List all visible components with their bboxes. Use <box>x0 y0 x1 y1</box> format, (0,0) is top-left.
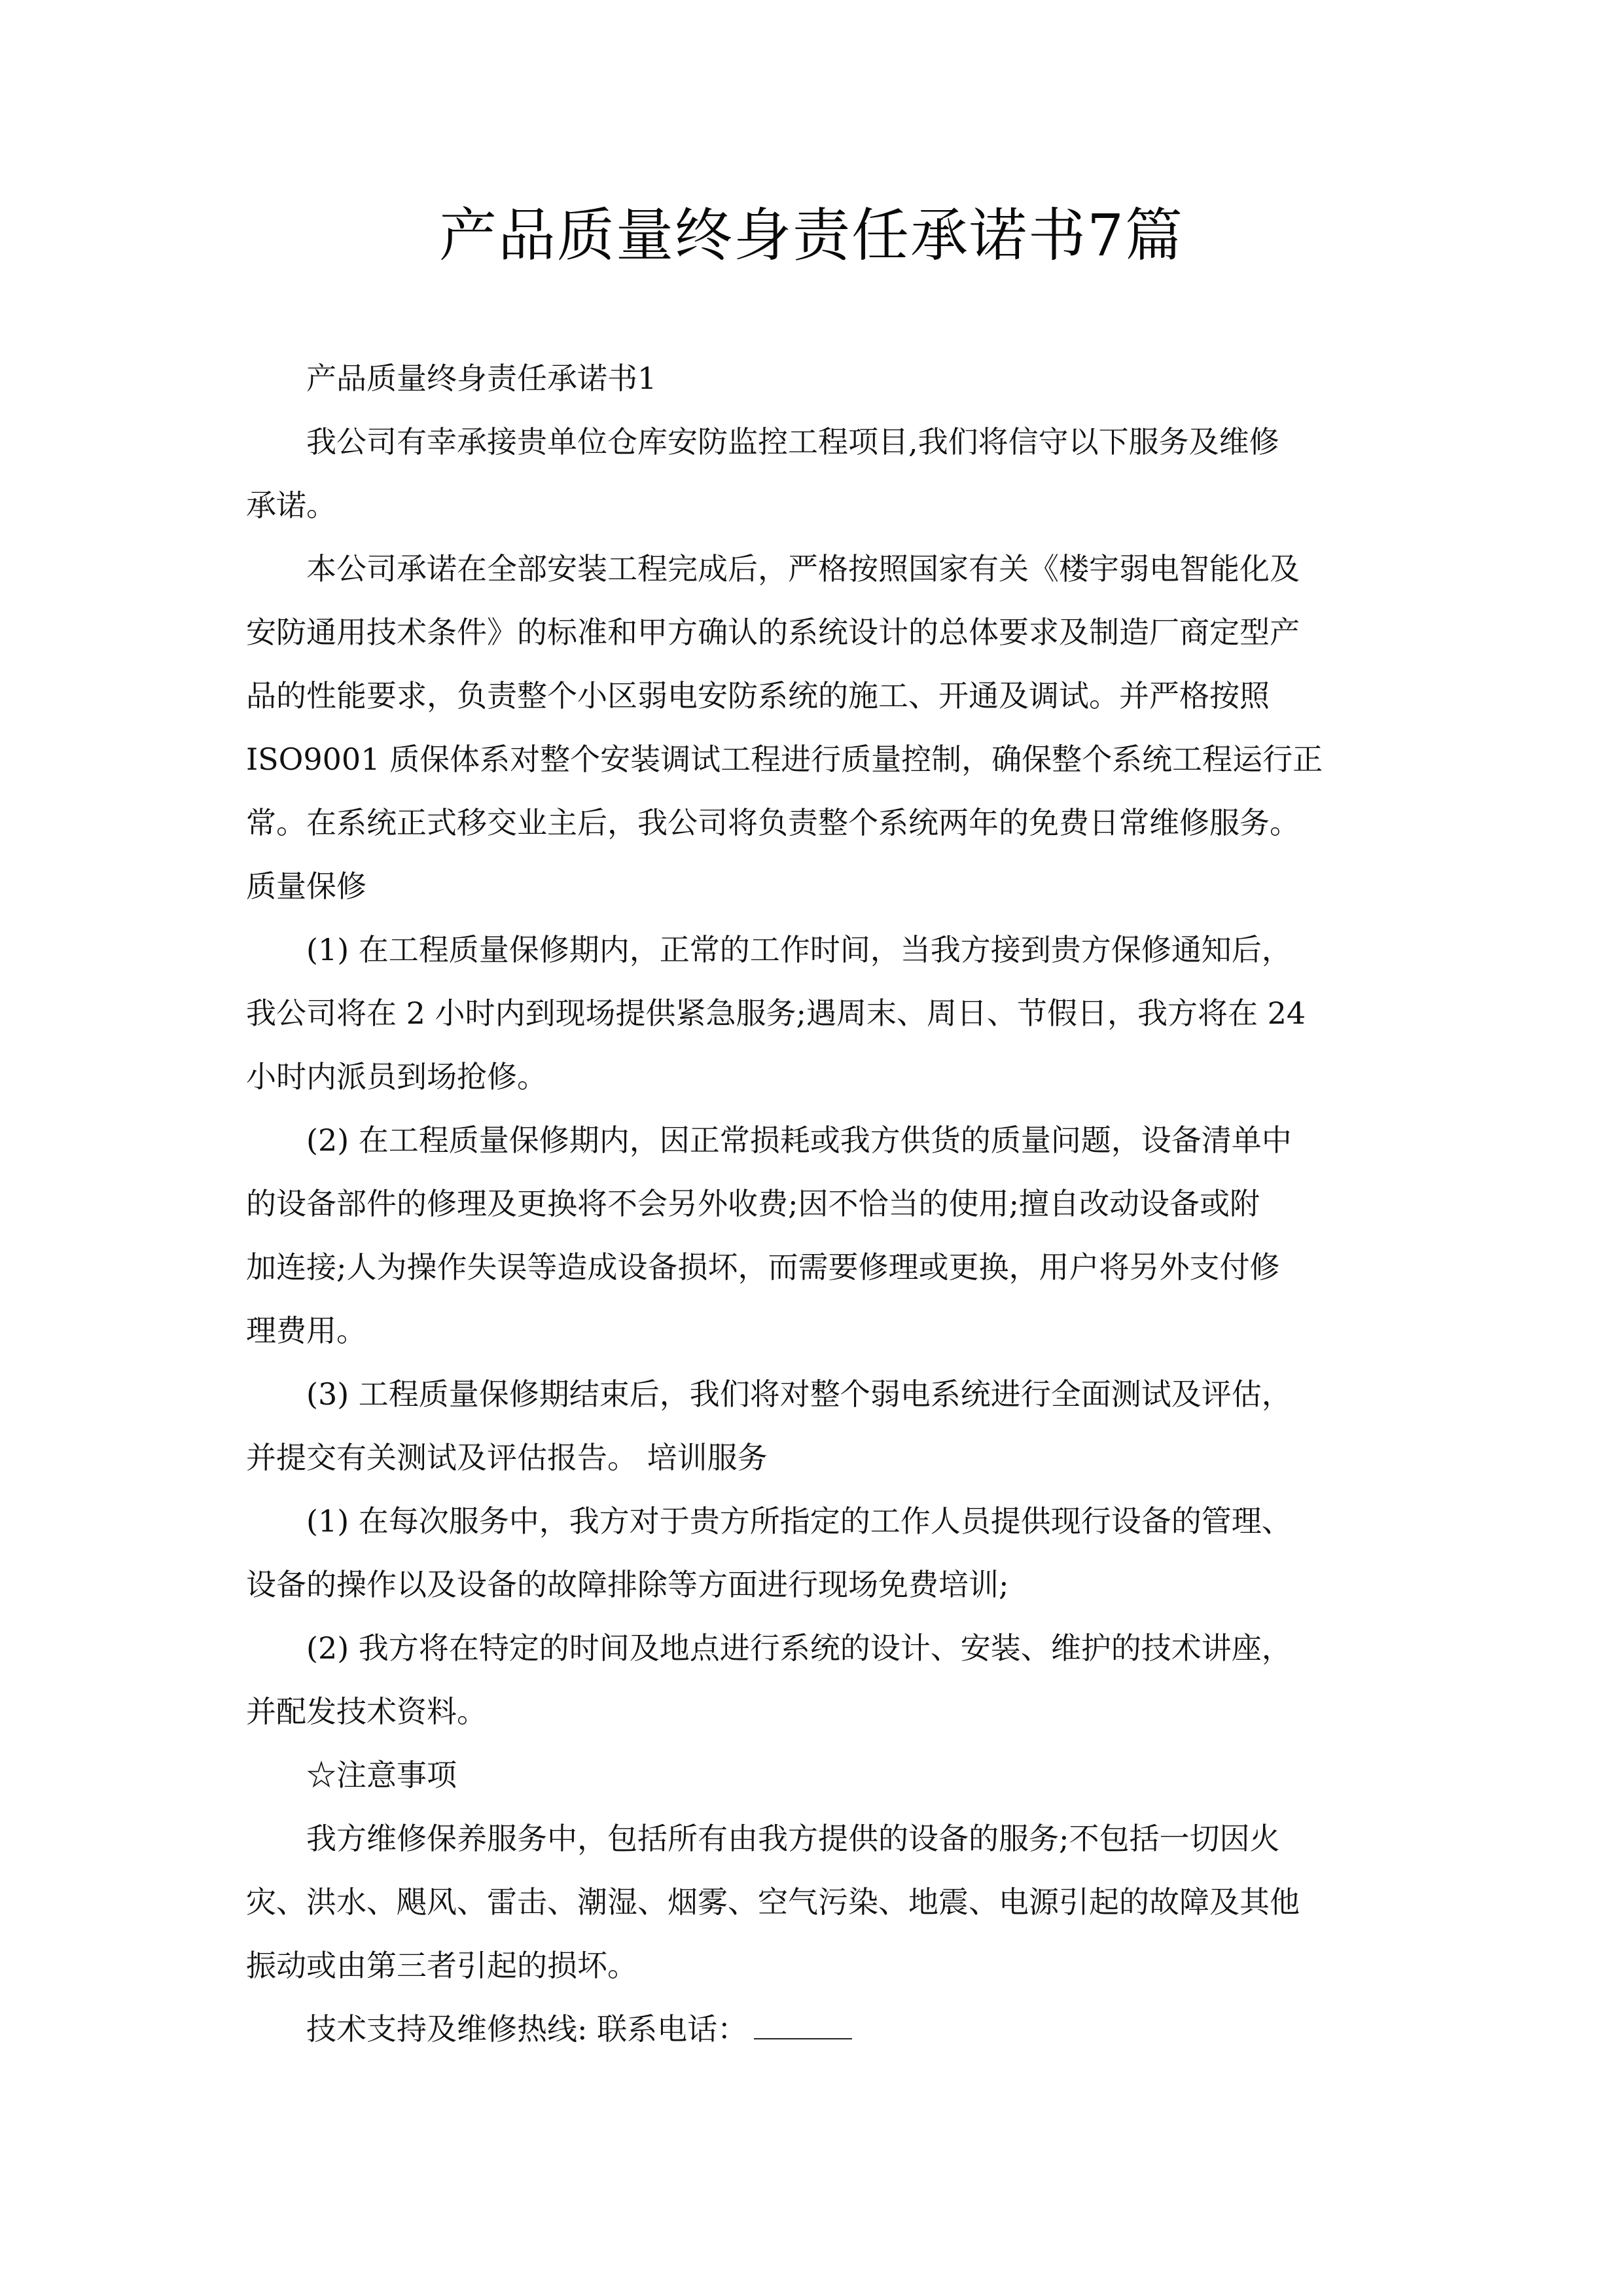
paragraph-line: 振动或由第三者引起的损坏。 <box>246 1948 637 1983</box>
paragraph-line: 常。在系统正式移交业主后，我公司将负责整个系统两年的免费日常维修服务。 <box>246 805 1300 840</box>
phone-blank-field <box>754 2012 852 2039</box>
paragraph-line: 品的性能要求，负责整个小区弱电安防系统的施工、开通及调试。并严格按照 <box>246 678 1270 713</box>
hotline-line <box>246 1998 1378 2061</box>
notice-heading: ☆注意事项 <box>306 1757 457 1793</box>
paragraph-line: ISO9001 质保体系对整个安装调试工程进行质量控制，确保整个系统工程运行正 <box>246 742 1323 777</box>
paragraph-line: (1) 在工程质量保修期内，正常的工作时间，当我方接到贵方保修通知后， <box>306 932 1292 967</box>
paragraph-line: 小时内派员到场抢修。 <box>246 1059 547 1094</box>
paragraph-line: 理费用。 <box>246 1313 366 1348</box>
paragraph-line: 安防通用技术条件》的标准和甲方确认的系统设计的总体要求及制造厂商定型产 <box>246 615 1300 650</box>
paragraph-line: 我方维修保养服务中，包括所有由我方提供的设备的服务;不包括一切因火 <box>306 1821 1280 1856</box>
paragraph-line: (3) 工程质量保修期结束后，我们将对整个弱电系统进行全面测试及评估， <box>306 1376 1292 1412</box>
paragraph-line: 承诺。 <box>246 488 336 523</box>
paragraph-line: 加连接;人为操作失误等造成设备损坏，而需要修理或更换，用户将另外支付修 <box>246 1249 1280 1285</box>
paragraph-line: 我公司将在 2 小时内到现场提供紧急服务;遇周末、周日、节假日，我方将在 24 <box>246 996 1306 1031</box>
paragraph-line: 并配发技术资料。 <box>246 1694 487 1729</box>
section-heading: 产品质量终身责任承诺书1 <box>306 361 657 396</box>
paragraph-line: 灾、洪水、飓风、雷击、潮湿、烟雾、空气污染、地震、电源引起的故障及其他 <box>246 1884 1300 1920</box>
paragraph-line: 本公司承诺在全部安装工程完成后，严格按照国家有关《楼宇弱电智能化及 <box>306 551 1300 586</box>
paragraph-line: (2) 在工程质量保修期内，因正常损耗或我方供货的质量问题，设备清单中 <box>306 1122 1292 1158</box>
paragraph-line: (2) 我方将在特定的时间及地点进行系统的设计、安装、维护的技术讲座， <box>306 1630 1292 1666</box>
paragraph-line: (1) 在每次服务中，我方对于贵方所指定的工作人员提供现行设备的管理、 <box>306 1503 1292 1539</box>
document-title: 产品质量终身责任承诺书7篇 <box>439 202 1184 269</box>
paragraph-line: 的设备部件的修理及更换将不会另外收费;因不恰当的使用;擅自改动设备或附 <box>246 1186 1260 1221</box>
quality-heading: 质量保修 <box>246 869 366 904</box>
document-body <box>246 347 1378 2061</box>
paragraph-line: 设备的操作以及设备的故障排除等方面进行现场免费培训; <box>246 1567 1009 1602</box>
paragraph-line: 我公司有幸承接贵单位仓库安防监控工程项目,我们将信守以下服务及维修 <box>306 424 1279 459</box>
paragraph-line: 并提交有关测试及评估报告。 培训服务 <box>246 1440 768 1475</box>
hotline-label: 技术支持及维修热线: 联系电话： <box>306 2011 748 2047</box>
